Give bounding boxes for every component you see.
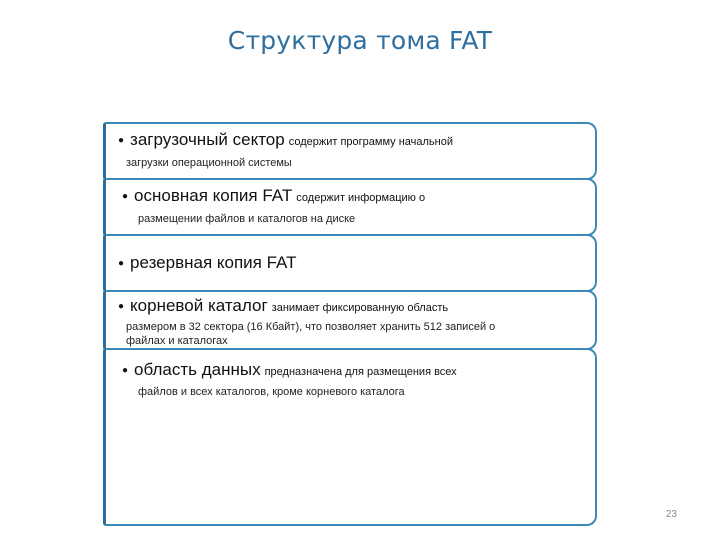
item-term: область данных: [134, 360, 261, 379]
item-desc: занимает фиксированную область: [271, 302, 449, 314]
page-number: 23: [665, 509, 677, 520]
item-desc: предназначена для размещения всех: [264, 366, 457, 378]
item-desc-cont: размером в 32 сектора (16 Кбайт), что позволяет хранить 512 записей о: [126, 321, 496, 333]
item-desc-cont: загрузки операционной системы: [126, 157, 292, 169]
item-root-dir: [103, 290, 597, 350]
item-term: загрузочный сектор: [130, 130, 285, 149]
bullet-icon: ●: [118, 301, 125, 313]
slide-title: Структура тома FAT: [227, 26, 493, 55]
item-desc-cont: файлов и всех каталогов, кроме корневого каталога: [138, 386, 405, 398]
item-boot-sector: [103, 122, 597, 180]
item-backup-fat: [103, 234, 597, 292]
item-desc-cont2: файлах и каталогах: [126, 335, 228, 347]
bullet-icon: ●: [118, 135, 125, 147]
item-desc: содержит программу начальной: [288, 136, 453, 148]
item-desc-cont: размещении файлов и каталогов на диске: [138, 213, 356, 225]
bullet-icon: ●: [122, 365, 129, 377]
item-term: резервная копия FAT: [130, 253, 297, 272]
item-data-area: [103, 348, 597, 526]
bullet-icon: ●: [122, 191, 129, 203]
item-term: основная копия FAT: [134, 186, 293, 205]
item-desc: содержит информацию о: [296, 192, 426, 204]
item-main-fat: [103, 178, 597, 236]
item-term: корневой каталог: [130, 296, 268, 315]
bullet-icon: ●: [118, 258, 125, 270]
